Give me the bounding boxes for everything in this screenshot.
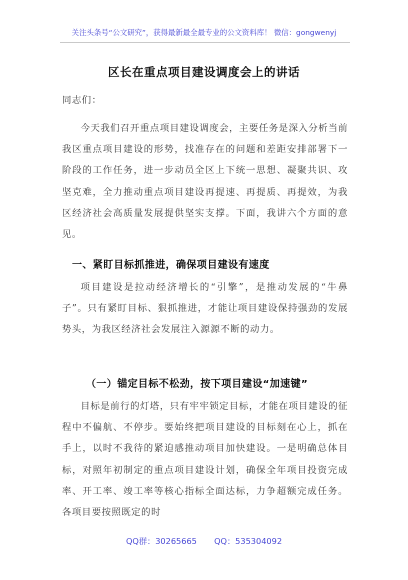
paragraph-section-1: 项目建设是拉动经济增长的“引擎”，是推动发展的“牛鼻子”。只有紧盯目标、狠抓推进，才能让项目建设保持强劲的发展势头，为我区经济社会发展注入源源不断的动力。 — [62, 282, 348, 336]
header-note: 关注头条号“公文研究”，获得最新最全最专业的公文资料库！ 微信：gongwenyj — [71, 28, 337, 37]
document-title: 区长在重点项目建设调度会上的讲话 — [108, 65, 300, 79]
qq-group-number: QQ群：30265665 — [125, 536, 197, 546]
footer-contact — [0, 536, 408, 547]
qq-number: QQ：535304092 — [214, 536, 283, 546]
greeting: 同志们： — [62, 95, 102, 106]
section-heading-1: 一、紧盯目标抓推进，确保项目建设有速度 — [72, 260, 270, 271]
header-divider — [60, 42, 350, 43]
paragraph-subsection-1: 目标是前行的灯塔，只有牢牢锁定目标，才能在项目建设的征程中不偏航、不停步。要始终把项目建设的目标刻在心上，抓在手上，以时不我待的紧迫感推动项目加快建设。一是明确总体目标，对照年初制定的重点项目建设计划，确保全年项目投资完成率、开工率、竣工率等核心指标全面达标，力争超额完成任务。各项目要按照既定的时 — [62, 401, 348, 519]
subsection-heading-1: （一）锚定目标不松劲，按下项目建设“加速键” — [86, 379, 308, 390]
paragraph-intro: 今天我们召开重点项目建设调度会，主要任务是深入分析当前我区重点项目建设的形势，找准存在的问题和差距安排部署下一阶段的工作任务，进一步动员全区上下统一思想、凝聚共识、攻坚克难，全力推动重点项目建设再提速、再提质、再提效，为我区经济社会高质量发展提供坚实支撑。下面，我讲六个方面的意见。 — [62, 123, 348, 241]
